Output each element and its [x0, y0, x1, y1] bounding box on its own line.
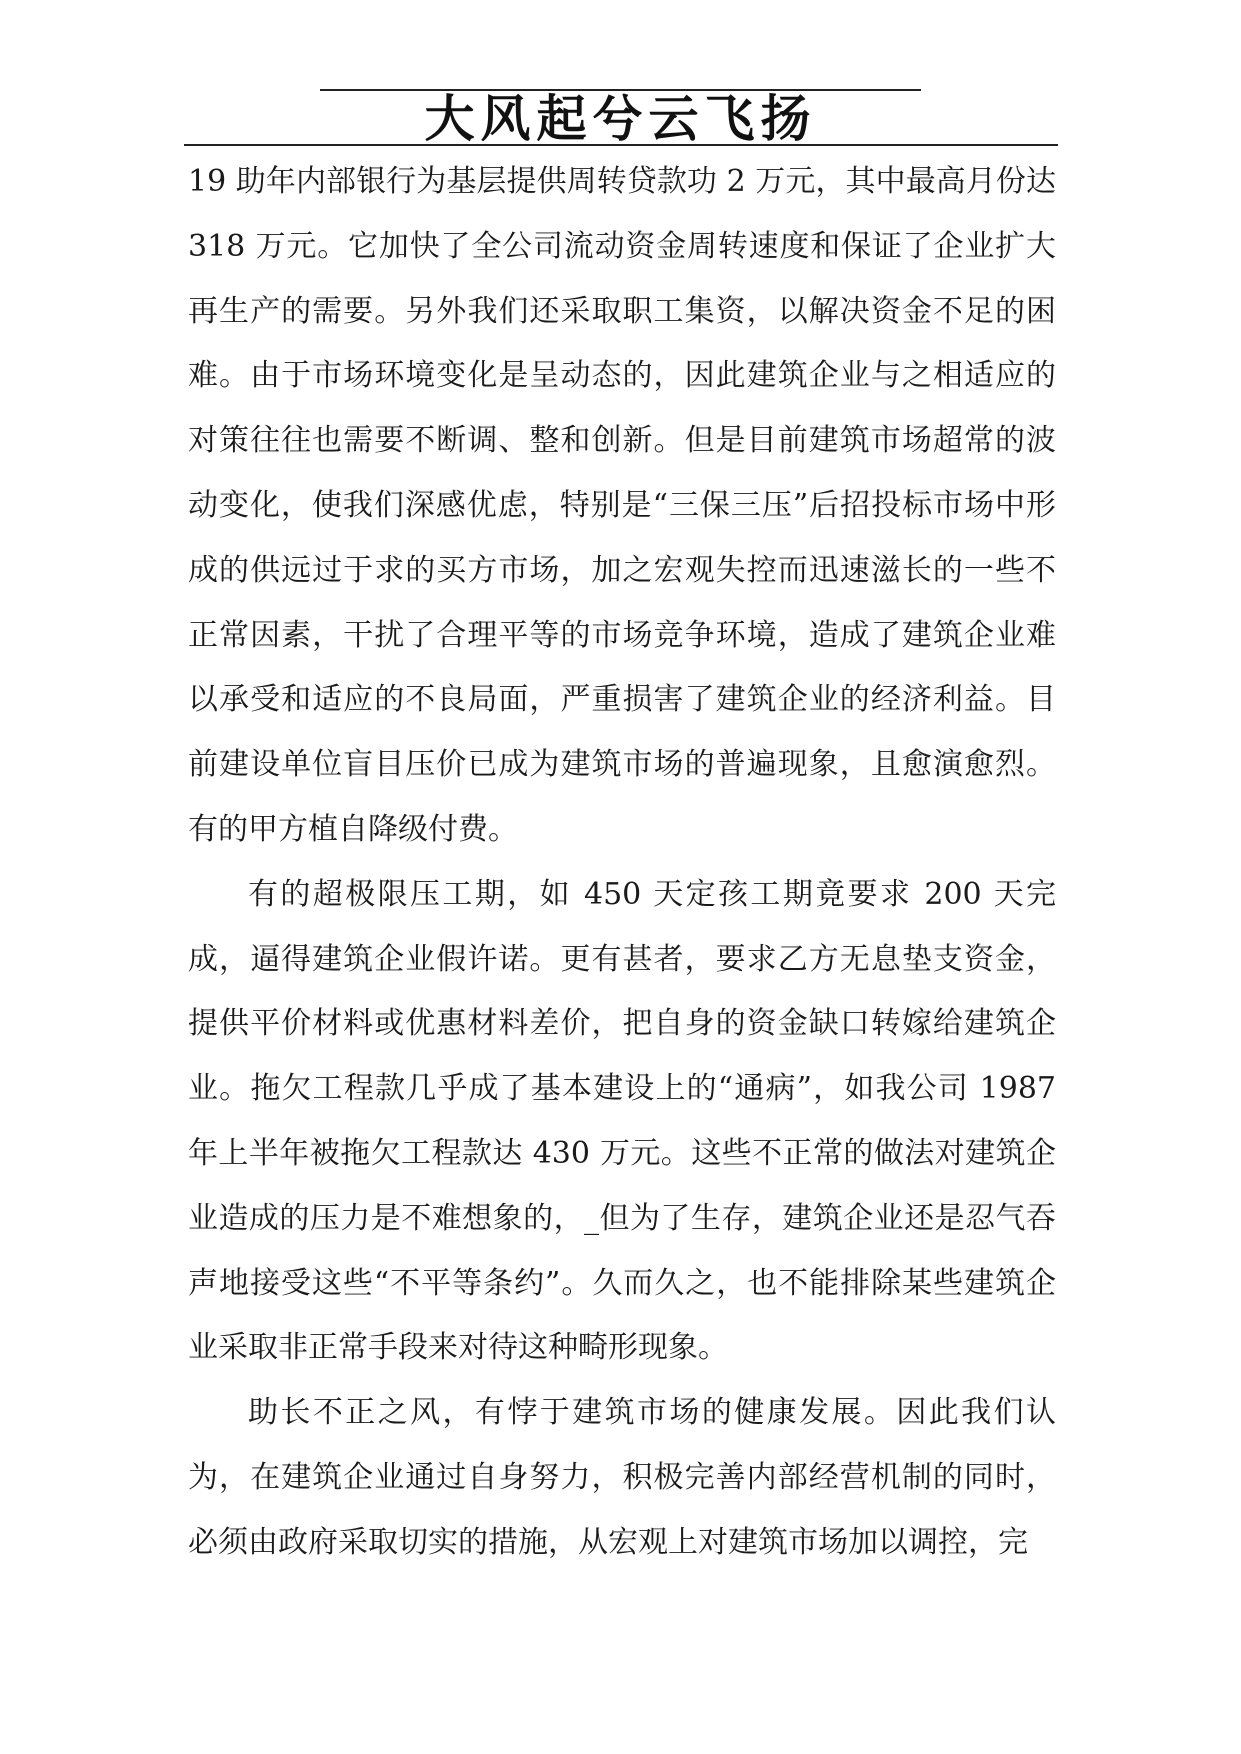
- body-text: [188, 150, 1056, 1576]
- header-title: 大风起兮云飞扬: [424, 89, 817, 148]
- paragraph-2: 有的超极限压工期，如 450 天定孩工期竟要求 200 天完成，逼得建筑企业假许诺。更有甚者，要求乙方无息垫支资金，提供平价材料或优惠材料差价，把自身的资金缺口转嫁给建筑企业。拖欠工程款几乎成了基本建设上的“通病”，如我公司 1987 年上半年被拖欠工程款达 430 万元。这些不正常的做法对建筑企业造成的压力是不难想象的，_但为了生存，建筑企业还是忍气吞声地接受这些“不平等条约”。久而久之，也不能排除某些建筑企业采取非正常手段来对待这种畸形现象。: [188, 876, 1056, 1366]
- paragraph-3: 助长不正之风，有悖于建筑市场的健康发展。因此我们认为，在建筑企业通过自身努力，积极完善内部经营机制的同时，必须由政府采取切实的措施，从宏观上对建筑市场加以调控，完: [188, 1395, 1056, 1560]
- header-bottom-rule: [184, 144, 1058, 146]
- paragraph-1: 19 助年内部银行为基层提供周转贷款功 2 万元，其中最高月份达 318 万元。它加快了全公司流动资金周转速度和保证了企业扩大再生产的需要。另外我们还采取职工集资，以解决资金不足的困难。由于市场环境变化是呈动态的，因此建筑企业与之相适应的对策往往也需要不断调、整和创新。但是目前建筑市场超常的波动变化，使我们深感优虑，特别是“三保三压”后招投标市场中形成的供远过于求的买方市场，加之宏观失控而迅速滋长的一些不正常因素，干扰了合理平等的市场竞争环境，造成了建筑企业难以承受和适应的不良局面，严重损害了建筑企业的经济利益。目前建设单位盲目压价已成为建筑市场的普遍现象，且愈演愈烈。有的甲方植自降级付费。: [188, 164, 1056, 847]
